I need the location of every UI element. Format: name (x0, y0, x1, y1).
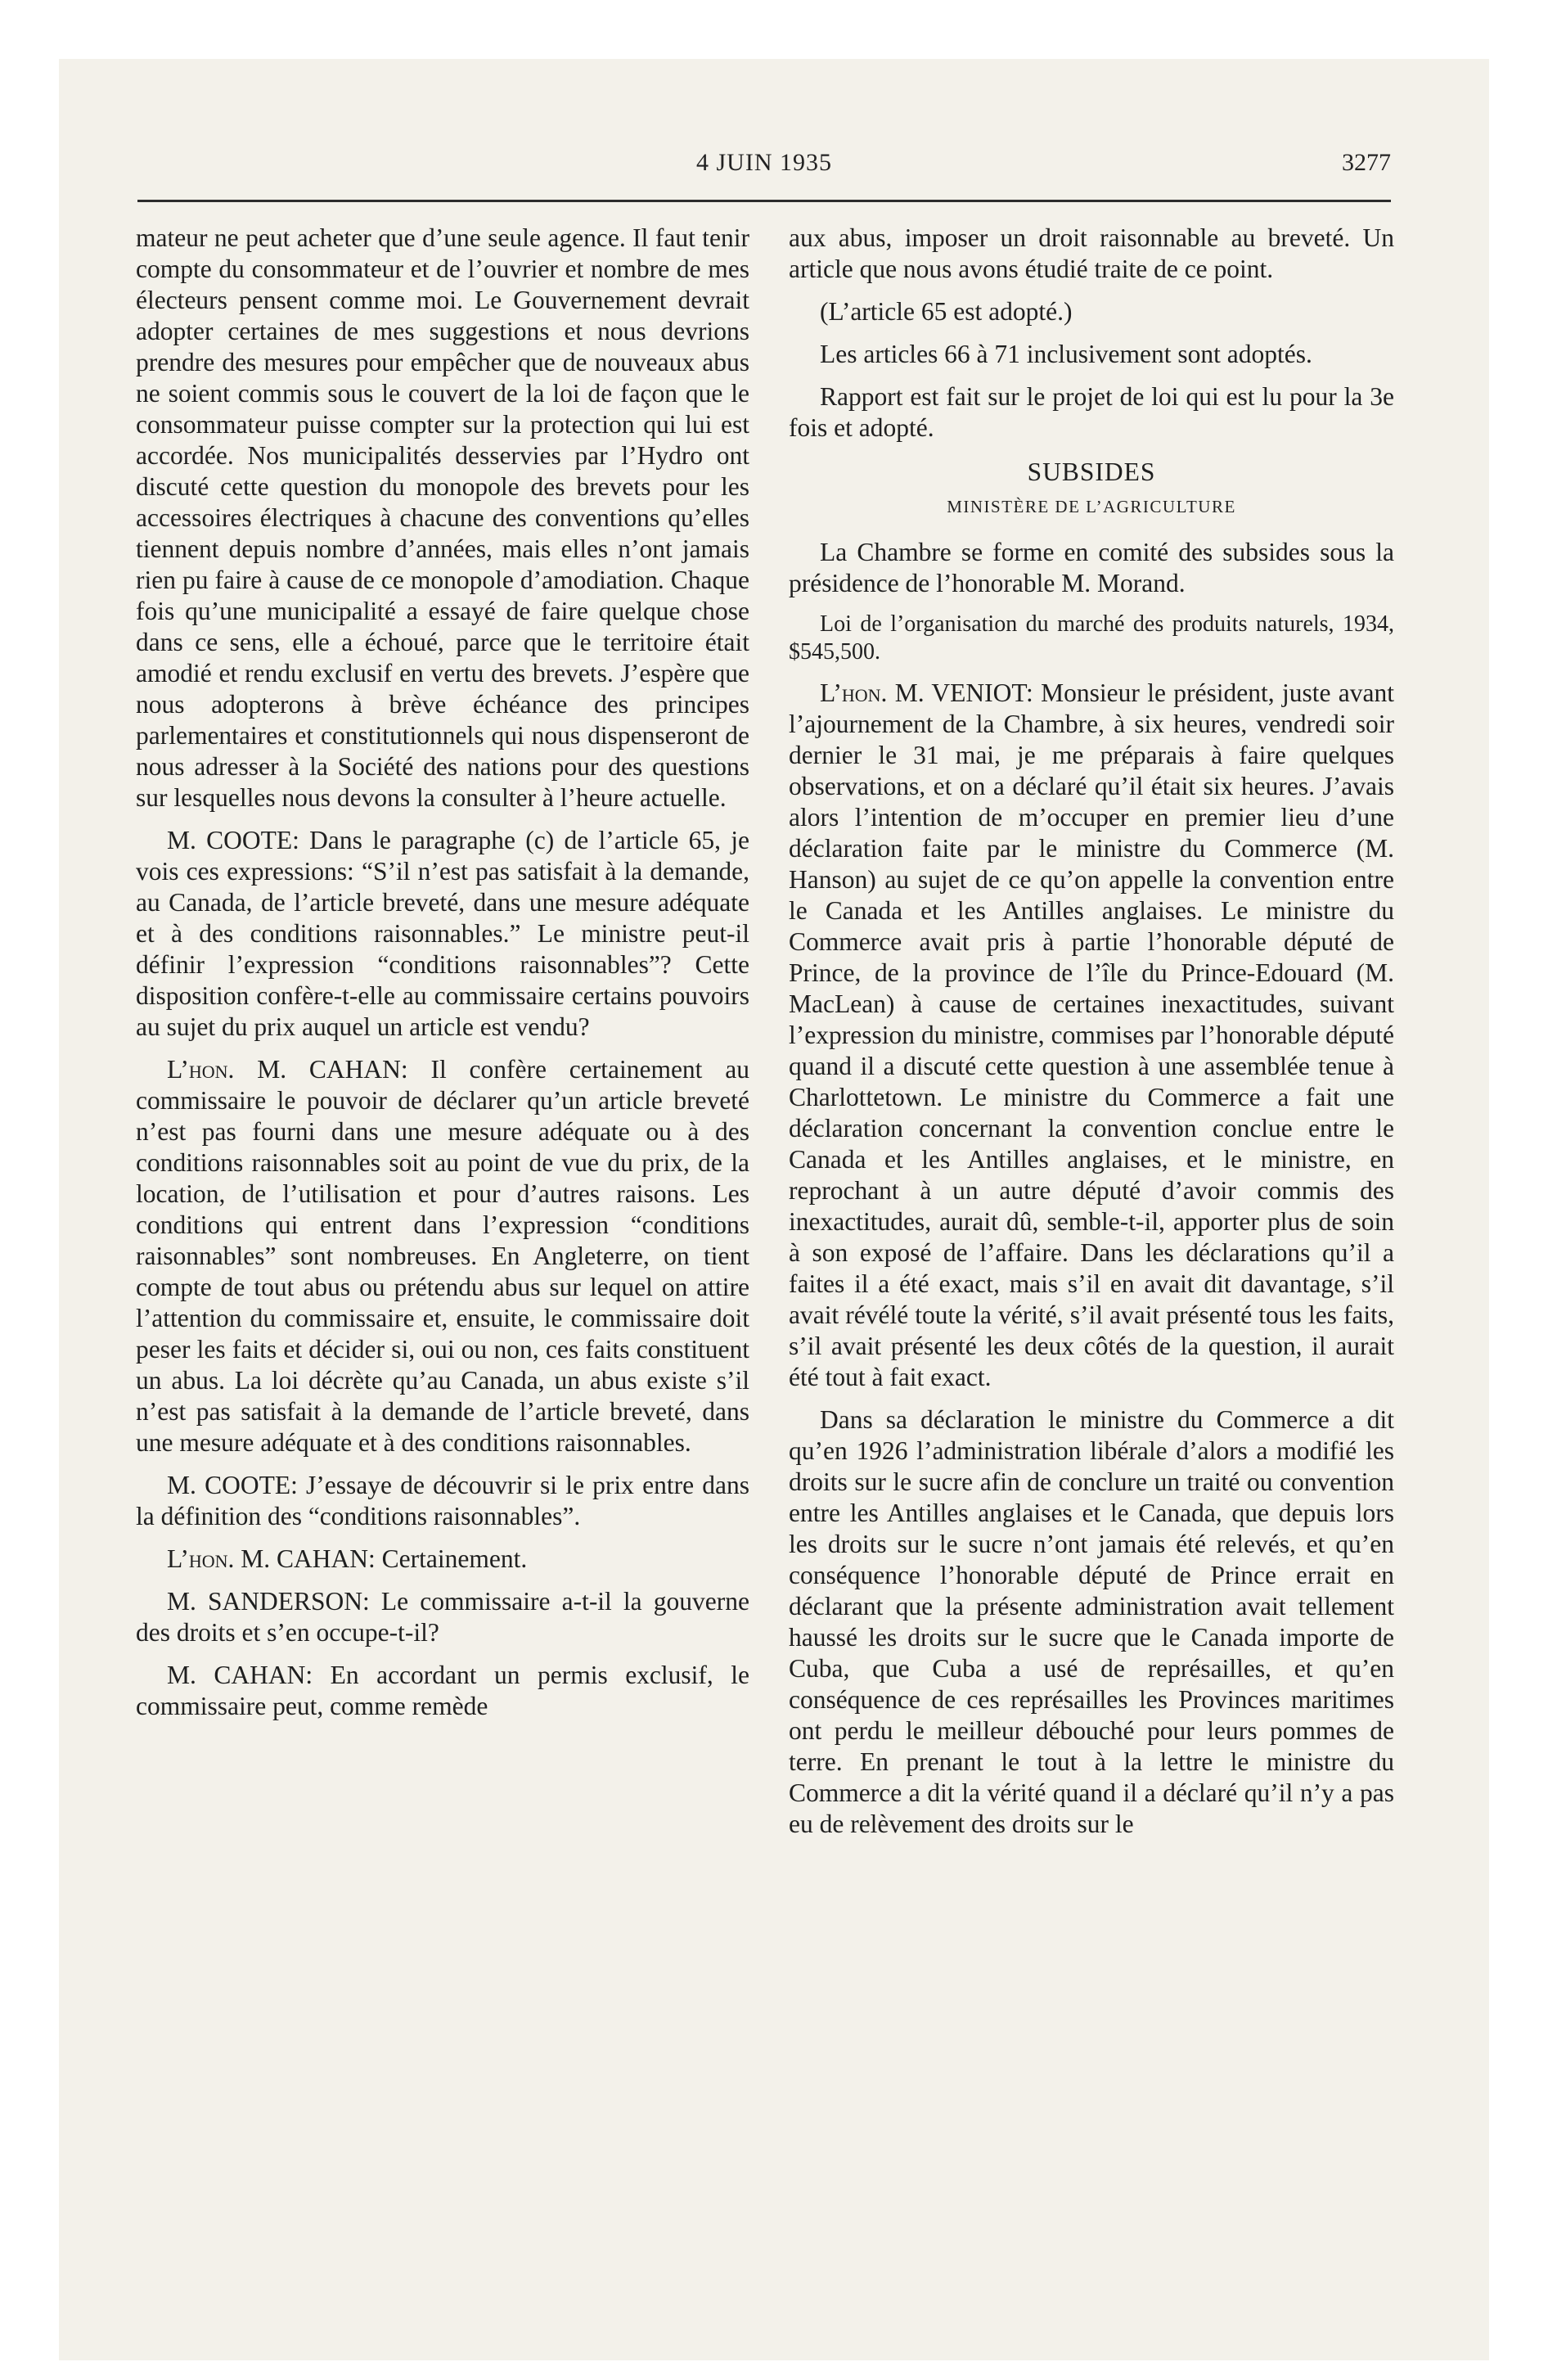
section-title: SUBSIDES (1027, 458, 1156, 486)
speech (136, 1660, 749, 1722)
left-column (136, 223, 749, 1733)
speech-text: Il confère certainement au commissaire le pouvoir de déclarer qu’un article breveté n’est pas fourni dans une mesure adéquate ou à des conditions raisonnables soit au point de vue du prix, de la location, de l’utilisation et pour d’autres raisons. Les conditions qui entrent dans l’expression “conditions raisonnables” sont nombreuses. En Angleterre, on tient compte de tout abus ou prétendu abus sur lequel on attire l’attention du commissaire et, ensuite, le commissaire doit peser les faits et décider si, oui ou non, ces faits constituent un abus. La loi décrète qu’au Canada, un abus existe s’il n’est pas satisfait à la demande de l’article breveté, dans une mesure adéquate et à des conditions raisonnables. (136, 1055, 749, 1457)
procedural-note (789, 339, 1394, 370)
paragraph (136, 223, 749, 814)
paragraph (789, 223, 1394, 285)
speech-text: Dans le paragraphe (c) de l’article 65, je vois ces expressions: “S’il n’est pas satisfait à la demande, au Canada, de l’article breveté, dans une mesure adéquate et à des conditions raisonnables.” Le ministre peut-il définir l’expression “conditions raisonnables”? Cette disposition confère-t-elle au commissaire certains pouvoirs au sujet du prix auquel un article est vendu? (136, 826, 750, 1041)
paragraph-text: mateur ne peut acheter que d’une seule agence. Il faut tenir compte du consommateur et de l’ouvrier et nombre de mes électeurs pensent comme moi. Le Gouvernement devrait adopter certaines de mes suggestions et nous devrions prendre des mesures pour empêcher que de nouveaux abus ne soient commis sous le couvert de la loi de façon que le consommateur puisse compter sur la protection qui lui est accordée. Nos municipalités desservies par l’Hydro ont discuté cette question du monopole des brevets pour les accessoires électriques à chacune des conventions qu’elles tiennent depuis nombre d’années, mais elles n’ont jamais rien pu faire à cause de ce monopole d’amodiation. Chaque fois qu’une municipalité a essayé de faire quelque chose dans ce sens, elle a échoué, parce que le territoire était amodié et rendu exclusif en vertu des brevets. J’espère que nous adopterons à brève échéance des principes parlementaires et constitutionnels qui nous dispenseront de nous adresser à la Société des nations pour des questions sur lesquelles nous devons la consulter à l’heure actuelle. (136, 223, 749, 812)
note-text: Les articles 66 à 71 inclusivement sont adoptés. (820, 340, 1312, 368)
page-number: 3277 (1342, 149, 1391, 176)
speech (136, 1544, 749, 1575)
header-rule (137, 200, 1391, 202)
speech (136, 1586, 749, 1648)
committee-note (789, 537, 1394, 599)
procedural-note (789, 296, 1394, 327)
procedural-note (789, 381, 1394, 444)
speech (136, 1470, 749, 1532)
section-subtitle: MINISTÈRE DE L’AGRICULTURE (947, 497, 1236, 516)
note-text: La Chambre se forme en comité des subsides sous la présidence de l’honorable M. Morand. (789, 538, 1394, 597)
paragraph-text: aux abus, imposer un droit raisonnable au breveté. Un article que nous avons étudié traite de ce point. (789, 223, 1394, 283)
page-header (137, 137, 1391, 187)
speaker-name: L’hon. M. VENIOT: (820, 678, 1033, 707)
speech-text: Certainement. (381, 1544, 528, 1573)
speech (789, 1404, 1394, 1840)
speech-text: J’essaye de découvrir si le prix entre dans la définition des “conditions raisonnables”. (136, 1471, 750, 1530)
speech (136, 825, 749, 1043)
note-text: Rapport est fait sur le projet de loi qui est lu pour la 3e fois et adopté. (789, 382, 1394, 442)
speaker-name: M. CAHAN: (167, 1661, 313, 1689)
speaker-name: L’hon. M. CAHAN: (167, 1544, 376, 1573)
speaker-name: M. COOTE: (167, 1471, 298, 1499)
bill-text: Loi de l’organisation du marché des produits naturels, 1934, $545,500. (789, 611, 1394, 665)
speaker-name: M. SANDERSON: (167, 1587, 370, 1616)
note-text: (L’article 65 est adopté.) (820, 297, 1073, 326)
speech (789, 678, 1394, 1393)
bill-item (789, 611, 1394, 666)
header-date: 4 JUIN 1935 (696, 149, 832, 176)
speech (136, 1054, 749, 1458)
speaker-name: M. COOTE: (167, 826, 299, 854)
speaker-name: L’hon. M. CAHAN: (167, 1055, 408, 1084)
speech-text: En accordant un permis exclusif, le commissaire peut, comme remède (136, 1661, 749, 1720)
right-column (789, 223, 1394, 1851)
speech-text: Le commissaire a-t-il la gouverne des droits et s’en occupe-t-il? (136, 1587, 749, 1647)
speech-text: Dans sa déclaration le ministre du Commerce a dit qu’en 1926 l’administration libérale d’alors a modifié les droits sur le sucre afin de conclure un traité ou convention entre les Antilles anglaises et le Canada, que depuis lors les droits sur le sucre n’ont jamais été relevés, et qu’en conséquence l’honorable député de Prince errait en déclarant que la présente administration avait tellement haussé les droits sur le sucre que le Canada importe de Cuba, que Cuba a usé de représailles, et qu’en conséquence de ces représailles les Provinces maritimes ont perdu le meilleur débouché pour leurs pommes de terre. En prenant le tout à la lettre le ministre du Commerce a dit la vérité quand il a déclaré qu’il n’y a pas eu de relèvement des droits sur le (789, 1405, 1394, 1838)
speech-text: Monsieur le président, juste avant l’ajournement de la Chambre, à six heures, vendredi soir dernier le 31 mai, je me préparais à faire quelques observations, et on a déclaré qu’il était six heures. J’avais alors l’intention de m’occuper en premier lieu d’une déclaration faite par le ministre du Commerce (M. Hanson) au sujet de ce qu’on appelle la convention entre le Canada et les Antilles anglaises. Le ministre du Commerce avait pris à partie l’honorable député de Prince, de la province de l’île du Prince-Edouard (M. MacLean) à cause de certaines inexactitudes, suivant l’expression du ministre, commises par l’honorable député quand il a discuté cette question à une assemblée tenue à Charlottetown. Le ministre du Commerce a fait une déclaration concernant la convention conclue entre le Canada et les Antilles anglaises, et le ministre, en reprochant à un autre député d’avoir commis des inexactitudes, aurait dû, semble-t-il, apporter plus de soin à son exposé de l’affaire. Dans les déclarations qu’il a faites il a été exact, mais s’il en avait dit davantage, s’il avait révélé toute la vérité, s’il avait présenté tous les faits, s’il avait présenté les deux côtés de la question, il aurait été tout à fait exact. (789, 678, 1395, 1391)
